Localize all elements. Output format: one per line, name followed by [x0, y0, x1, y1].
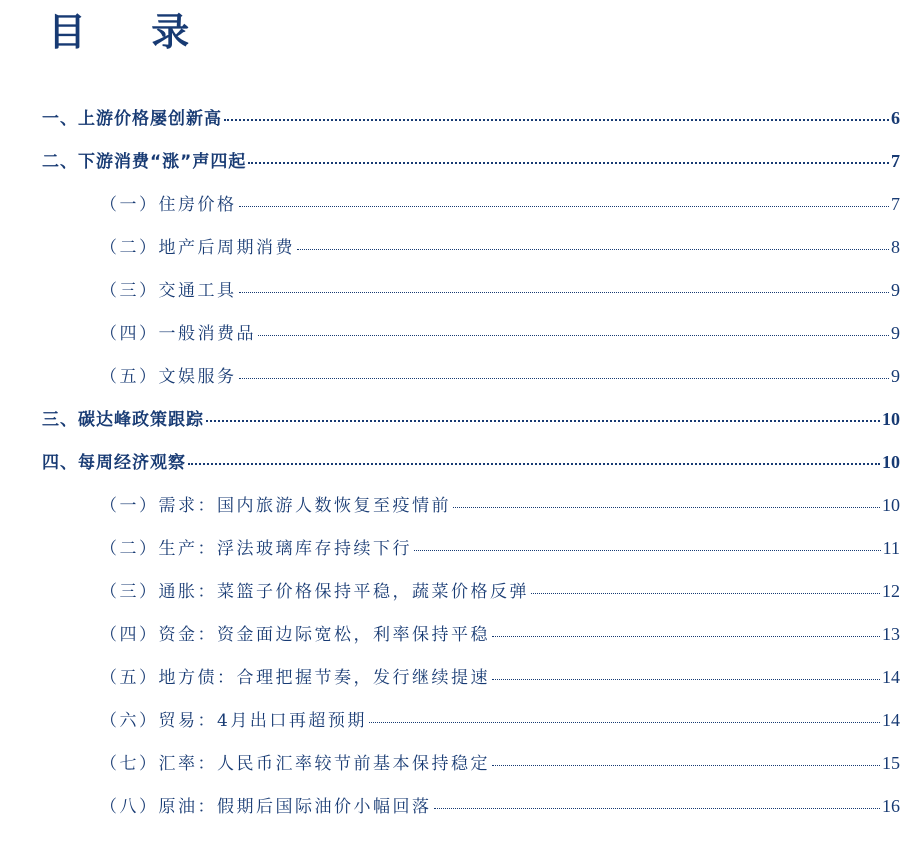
toc-entry-page: 15	[882, 753, 900, 773]
toc-entry[interactable]	[100, 491, 900, 521]
toc-entry-label: （五）文娱服务	[100, 367, 237, 387]
toc-entry[interactable]	[100, 319, 900, 349]
toc-entry-page: 9	[891, 280, 900, 300]
toc-entry[interactable]	[100, 749, 900, 779]
toc-entry-page: 7	[891, 151, 900, 171]
toc-entry[interactable]	[42, 448, 900, 478]
toc-entry[interactable]	[100, 190, 900, 220]
toc-entry-page: 9	[891, 366, 900, 386]
toc-entry[interactable]	[42, 104, 900, 134]
toc-entry-label: （四）一般消费品	[100, 324, 256, 344]
toc-entry-page: 12	[882, 581, 900, 601]
toc-dot-leader	[492, 765, 880, 766]
toc-entry-label: （四）资金：资金面边际宽松，利率保持平稳	[100, 625, 490, 645]
toc-entry-page: 14	[882, 667, 900, 687]
toc-dot-leader	[369, 722, 880, 723]
toc-entry-page: 6	[891, 108, 900, 128]
toc-entry-label: （三）通胀：菜篮子价格保持平稳，蔬菜价格反弹	[100, 582, 529, 602]
toc-dot-leader	[492, 636, 880, 637]
toc-entry[interactable]	[100, 362, 900, 392]
toc-entry[interactable]	[100, 534, 900, 564]
toc-dot-leader	[206, 420, 880, 422]
toc-entry-page: 7	[891, 194, 900, 214]
toc-entry-label: （一）需求：国内旅游人数恢复至疫情前	[100, 496, 451, 516]
toc-entry-label: （一）住房价格	[100, 195, 237, 215]
toc-entry-page: 10	[882, 409, 900, 429]
toc-entry[interactable]	[100, 620, 900, 650]
toc-entry-page: 16	[882, 796, 900, 816]
toc-entry[interactable]	[42, 405, 900, 435]
toc-entry-page: 9	[891, 323, 900, 343]
toc-entry[interactable]	[100, 792, 900, 822]
toc-dot-leader	[239, 292, 890, 293]
toc-entry-label: 二、下游消费“涨”声四起	[42, 152, 247, 172]
toc-entry-label: 四、每周经济观察	[42, 453, 186, 473]
toc-dot-leader	[414, 550, 881, 551]
toc-entry-label: （五）地方债：合理把握节奏，发行继续提速	[100, 668, 490, 688]
toc-entry-page: 8	[891, 237, 900, 257]
toc-entry-page: 14	[882, 710, 900, 730]
toc-entry-label: 一、上游价格屡创新高	[42, 109, 222, 129]
toc-entry-label: （二）地产后周期消费	[100, 238, 295, 258]
toc-dot-leader	[492, 679, 880, 680]
toc-entry-page: 10	[882, 495, 900, 515]
toc-dot-leader	[248, 162, 889, 164]
toc-dot-leader	[239, 206, 890, 207]
toc-dot-leader	[224, 119, 889, 121]
toc-entry-label: （八）原油：假期后国际油价小幅回落	[100, 797, 432, 817]
toc-entry-label: （二）生产：浮法玻璃库存持续下行	[100, 539, 412, 559]
toc-entry-page: 10	[882, 452, 900, 472]
toc-dot-leader	[258, 335, 889, 336]
toc-entry[interactable]	[100, 706, 900, 736]
toc-dot-leader	[188, 463, 880, 465]
toc-entry[interactable]	[100, 276, 900, 306]
toc-dot-leader	[531, 593, 880, 594]
toc-entry-label: 三、碳达峰政策跟踪	[42, 410, 204, 430]
toc-dot-leader	[453, 507, 880, 508]
toc-entry-label: （六）贸易：4月出口再超预期	[100, 711, 367, 731]
toc-entry-page: 13	[882, 624, 900, 644]
toc-dot-leader	[434, 808, 881, 809]
toc-dot-leader	[239, 378, 890, 379]
toc-entry[interactable]	[42, 147, 900, 177]
toc-entry[interactable]	[100, 577, 900, 607]
toc-entry[interactable]	[100, 233, 900, 263]
toc-entry-label: （七）汇率：人民币汇率较节前基本保持稳定	[100, 754, 490, 774]
toc-dot-leader	[297, 249, 889, 250]
toc-entry-label: （三）交通工具	[100, 281, 237, 301]
toc-entry-page: 11	[882, 538, 900, 558]
page-title: 目 录	[48, 9, 216, 54]
toc-entry[interactable]	[100, 663, 900, 693]
